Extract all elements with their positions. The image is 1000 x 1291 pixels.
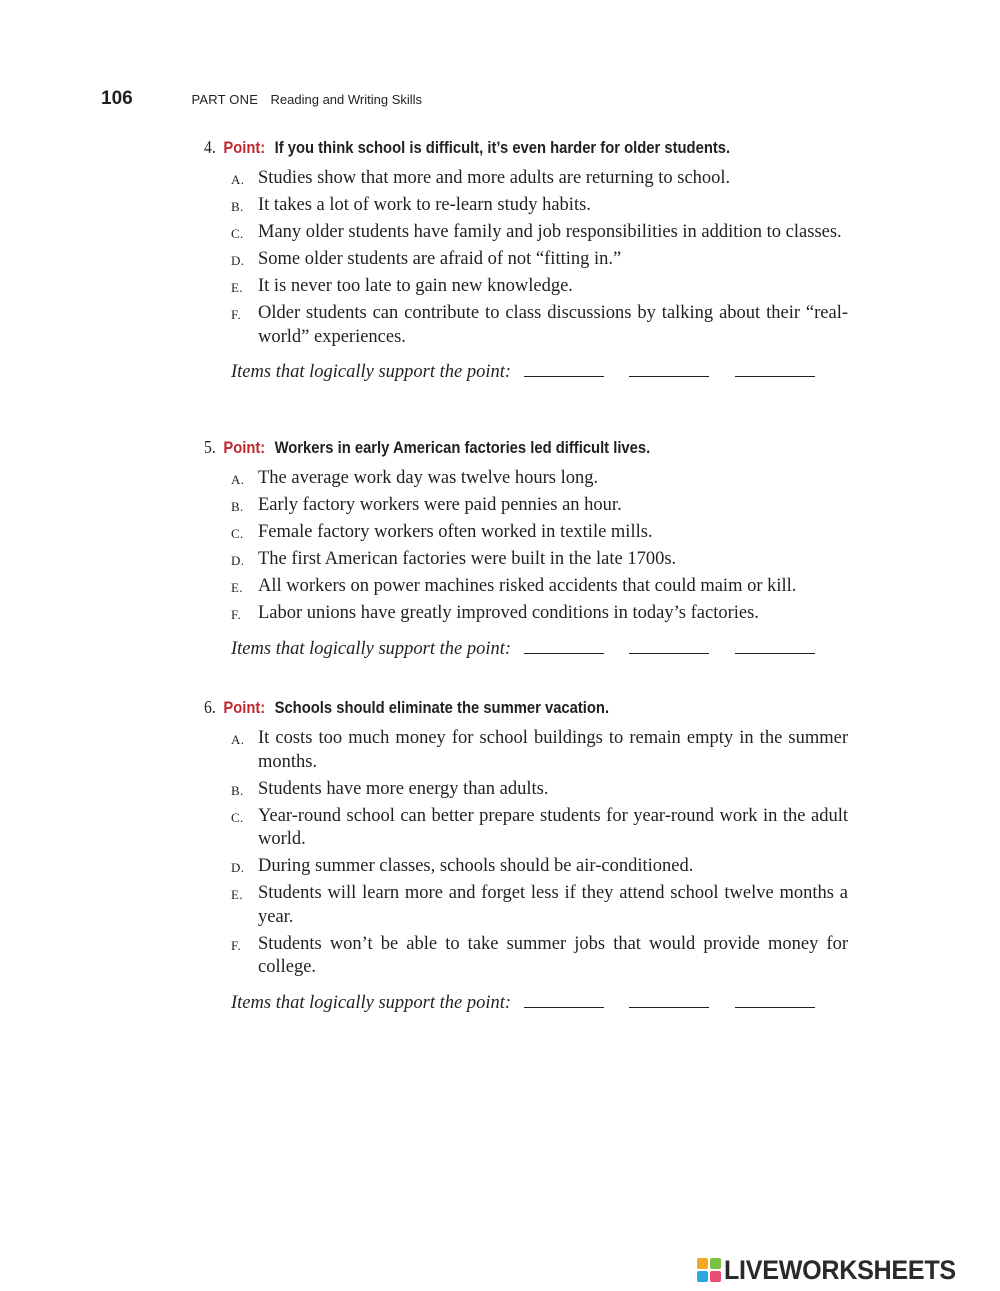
- list-item: [204, 727, 848, 774]
- liveworksheets-logo-icon: [697, 1258, 721, 1282]
- item-list: [204, 167, 854, 349]
- list-item: [204, 882, 848, 929]
- point-heading: [204, 435, 770, 459]
- item-text: Students will learn more and forget less if they attend school twelve months a year.: [258, 883, 848, 927]
- item-text: The average work day was twelve hours long.: [258, 468, 599, 488]
- item-letter: A.: [231, 732, 245, 747]
- item-letter: D.: [231, 553, 245, 568]
- item-letter: B.: [231, 199, 244, 214]
- logo-tile: [710, 1258, 721, 1269]
- point-label: Point:: [223, 138, 266, 157]
- support-prompt: Items that logically support the point:: [231, 638, 512, 659]
- list-item: [204, 302, 848, 349]
- brand-name: LIVEWORKSHEETS: [724, 1254, 956, 1285]
- item-text: Year-round school can better prepare students for year-round work in the adult world.: [258, 805, 848, 849]
- list-item: [204, 248, 848, 272]
- question-5: [204, 435, 854, 660]
- list-item: [204, 602, 848, 626]
- list-item: [204, 221, 848, 245]
- point-label: Point:: [223, 438, 266, 457]
- answer-blank-1[interactable]: [524, 637, 604, 654]
- support-prompt: Items that logically support the point:: [231, 992, 512, 1013]
- item-letter: D.: [231, 860, 245, 875]
- logo-tile: [697, 1258, 708, 1269]
- item-letter: F.: [231, 607, 242, 622]
- item-text: Studies show that more and more adults are returning to school.: [258, 168, 731, 188]
- item-text: Students won’t be able to take summer jobs that would provide money for college.: [258, 933, 848, 977]
- item-letter: D.: [231, 253, 245, 268]
- item-letter: F.: [231, 307, 242, 322]
- answer-blank-2[interactable]: [629, 360, 709, 377]
- item-text: It takes a lot of work to re-learn study habits.: [258, 195, 591, 215]
- list-item: [204, 275, 848, 299]
- point-heading: [204, 135, 770, 159]
- item-list: [204, 727, 854, 980]
- point-statement: Schools should eliminate the summer vacation.: [274, 698, 610, 717]
- point-statement: Workers in early American factories led difficult lives.: [274, 438, 651, 457]
- list-item: [204, 805, 848, 852]
- item-text: It costs too much money for school buildings to remain empty in the summer months.: [258, 728, 848, 772]
- item-text: Early factory workers were paid pennies an hour.: [258, 495, 622, 515]
- section-title: Reading and Writing Skills: [270, 92, 423, 107]
- part-label: PART ONE: [191, 92, 259, 107]
- liveworksheets-logo: [697, 1256, 973, 1284]
- list-item: [204, 855, 848, 879]
- item-text: Older students can contribute to class discussions by talking about their “real-world” experiences.: [258, 303, 848, 347]
- question-6: [204, 695, 854, 1014]
- item-text: During summer classes, schools should be air-conditioned.: [258, 856, 694, 876]
- answer-blank-3[interactable]: [735, 360, 815, 377]
- item-list: [204, 467, 854, 626]
- answer-blank-2[interactable]: [629, 637, 709, 654]
- item-letter: B.: [231, 782, 244, 798]
- page-number: 106: [101, 88, 133, 109]
- logo-tile: [710, 1271, 721, 1282]
- support-answer-line: [231, 637, 854, 660]
- item-letter: E.: [231, 580, 243, 595]
- item-letter: C.: [231, 809, 244, 825]
- item-letter: E.: [231, 887, 243, 902]
- answer-blank-1[interactable]: [524, 991, 604, 1008]
- question-number: 4.: [204, 137, 216, 157]
- list-item: [204, 575, 848, 599]
- list-item: [204, 167, 848, 191]
- list-item: [204, 778, 848, 802]
- item-text: All workers on power machines risked accidents that could maim or kill.: [258, 576, 797, 596]
- item-letter: A.: [231, 172, 245, 187]
- item-text: Many older students have family and job responsibilities in addition to classes.: [258, 222, 842, 242]
- item-letter: A.: [231, 472, 245, 487]
- item-letter: B.: [231, 499, 244, 514]
- support-answer-line: [231, 360, 854, 383]
- list-item: [204, 194, 848, 218]
- list-item: [204, 467, 848, 491]
- list-item: [204, 521, 848, 545]
- answer-blank-1[interactable]: [524, 360, 604, 377]
- running-head: [101, 88, 422, 110]
- list-item: [204, 494, 848, 518]
- item-text: The first American factories were built in the late 1700s.: [258, 549, 677, 569]
- point-heading: [204, 695, 770, 719]
- answer-blank-2[interactable]: [629, 991, 709, 1008]
- support-prompt: Items that logically support the point:: [231, 362, 512, 382]
- item-text: Labor unions have greatly improved conditions in today’s factories.: [258, 603, 759, 623]
- item-letter: E.: [231, 280, 243, 295]
- point-label: Point:: [223, 698, 266, 717]
- item-text: Female factory workers often worked in textile mills.: [258, 522, 653, 542]
- item-text: Students have more energy than adults.: [258, 778, 549, 799]
- list-item: [204, 933, 848, 980]
- question-number: 6.: [204, 697, 216, 717]
- point-statement: If you think school is difficult, it’s even harder for older students.: [274, 138, 731, 157]
- logo-tile: [697, 1271, 708, 1282]
- item-letter: F.: [231, 937, 242, 953]
- item-letter: C.: [231, 526, 244, 541]
- question-number: 5.: [204, 437, 216, 457]
- question-4: [204, 135, 854, 383]
- list-item: [204, 548, 848, 572]
- item-text: Some older students are afraid of not “fitting in.”: [258, 249, 622, 269]
- answer-blank-3[interactable]: [735, 991, 815, 1008]
- answer-blank-3[interactable]: [735, 637, 815, 654]
- item-text: It is never too late to gain new knowledge.: [258, 276, 573, 296]
- item-letter: C.: [231, 226, 244, 241]
- support-answer-line: [231, 991, 854, 1014]
